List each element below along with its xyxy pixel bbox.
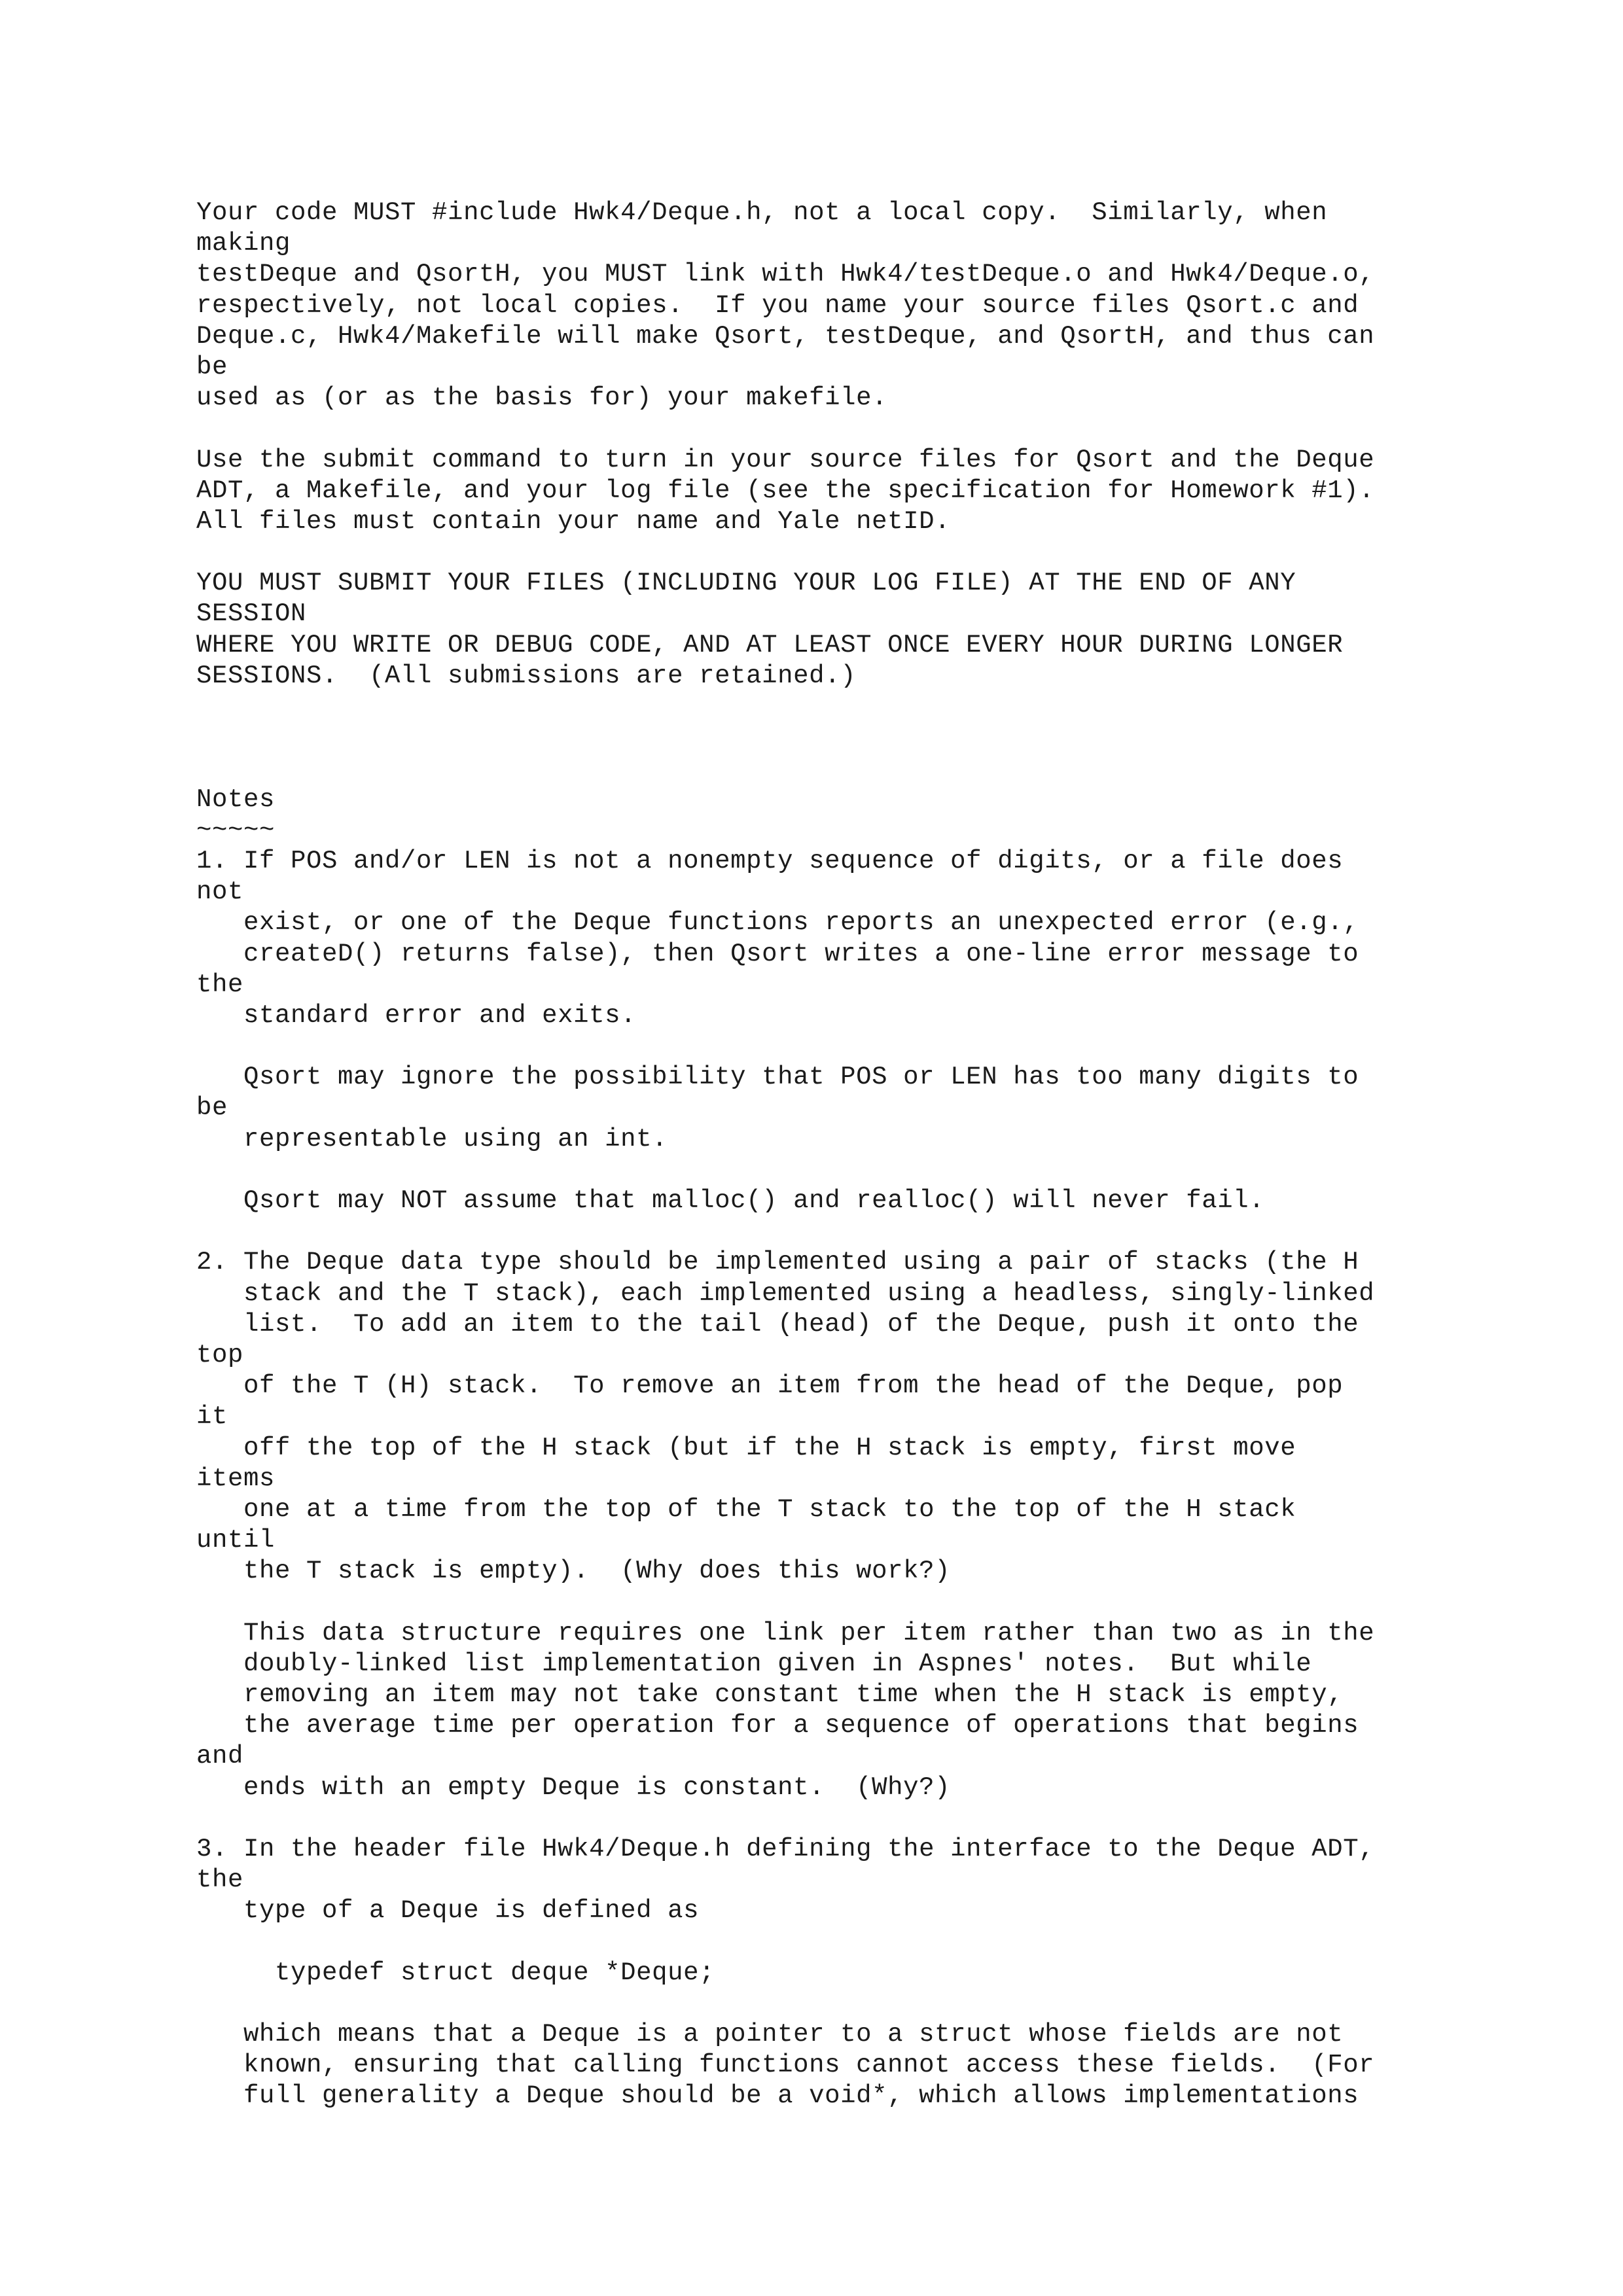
text-line: 1. If POS and/or LEN is not a nonempty sequence of digits, or a file does [196,846,1344,875]
text-line: the [196,970,244,999]
text-line: exist, or one of the Deque functions reports an unexpected error (e.g., [196,908,1359,938]
text-line: 3. In the header file Hwk4/Deque.h defining the interface to the Deque ADT, [196,1834,1375,1863]
text-line: of the T (H) stack. To remove an item from the head of the Deque, pop [196,1371,1344,1401]
text-line: making [196,229,291,258]
text-line [196,1927,1505,1958]
text-line: standard error and exits. [196,1000,637,1030]
text-line [196,1988,1505,2019]
text-line: the T stack is empty). (Why does this work?) [196,1557,951,1586]
text-line: known, ensuring that calling functions cannot access these fields. (For [196,2051,1375,2080]
text-line: top [196,1340,244,1369]
text-line [196,722,1505,753]
text-line: SESSIONS. (All submissions are retained.) [196,661,857,690]
text-line: stack and the T stack), each implemented using a headless, singly-linked [196,1279,1375,1308]
text-line [196,1031,1505,1062]
text-line: Deque.c, Hwk4/Makefile will make Qsort, testDeque, and QsortH, and thus can [196,321,1375,351]
text-line: list. To add an item to the tail (head) of the Deque, push it onto the [196,1309,1359,1339]
text-line: YOU MUST SUBMIT YOUR FILES (INCLUDING YOUR LOG FILE) AT THE END OF ANY [196,569,1296,598]
text-line: representable using an int. [196,1124,668,1154]
text-line: used as (or as the basis for) your makefile. [196,383,888,413]
text-line [196,414,1505,444]
text-line [196,753,1505,784]
text-line: ends with an empty Deque is constant. (Why?) [196,1773,951,1802]
text-line [196,692,1505,722]
text-line: Your code MUST #include Hwk4/Deque.h, not a local copy. Similarly, when [196,198,1328,227]
text-line: full generality a Deque should be a void*, which allows implementations [196,2081,1359,2111]
text-line: WHERE YOU WRITE OR DEBUG CODE, AND AT LEAST ONCE EVERY HOUR DURING LONGER [196,630,1344,660]
text-line: and [196,1742,244,1771]
text-line [196,1155,1505,1186]
text-line: removing an item may not take constant time when the H stack is empty, [196,1680,1344,1709]
text-line: until [196,1526,276,1555]
text-line: Qsort may ignore the possibility that POS or LEN has too many digits to [196,1063,1359,1092]
text-line: the [196,1865,244,1895]
text-line: it [196,1402,228,1432]
text-line: 2. The Deque data type should be implemented using a pair of stacks (the H [196,1248,1359,1277]
text-line: off the top of the H stack (but if the H stack is empty, first move [196,1433,1296,1462]
text-line: createD() returns false), then Qsort writes a one-line error message to [196,939,1359,968]
text-line: be [196,1093,228,1123]
text-line: Use the submit command to turn in your source files for Qsort and the Deque [196,445,1375,474]
text-line: items [196,1464,276,1493]
text-line: not [196,877,244,907]
text-line: This data structure requires one link per item rather than two as in the [196,1618,1375,1648]
text-line: testDeque and QsortH, you MUST link with Hwk4/testDeque.o and Hwk4/Deque.o, [196,260,1375,289]
text-line: ~~~~~ [196,815,276,845]
text-line: respectively, not local copies. If you name your source files Qsort.c and [196,291,1359,320]
text-line: Notes [196,785,276,814]
text-line: the average time per operation for a sequence of operations that begins [196,1711,1359,1740]
text-line [196,1803,1505,1834]
document-page [196,198,1505,2112]
text-line [196,537,1505,568]
text-line: SESSION [196,599,307,629]
text-line [196,1216,1505,1247]
text-line: Qsort may NOT assume that malloc() and realloc() will never fail. [196,1186,1265,1215]
text-line: type of a Deque is defined as [196,1896,700,1926]
text-line: ADT, a Makefile, and your log file (see the specification for Homework #1). [196,476,1375,505]
text-line: typedef struct deque *Deque; [196,1958,715,1987]
text-line [196,1587,1505,1617]
text-line: All files must contain your name and Yale netID. [196,506,951,536]
text-line: one at a time from the top of the T stack to the top of the H stack [196,1494,1296,1524]
text-line: doubly-linked list implementation given in Aspnes' notes. But while [196,1649,1312,1678]
text-line: be [196,352,228,381]
text-line: which means that a Deque is a pointer to a struct whose fields are not [196,2020,1344,2049]
